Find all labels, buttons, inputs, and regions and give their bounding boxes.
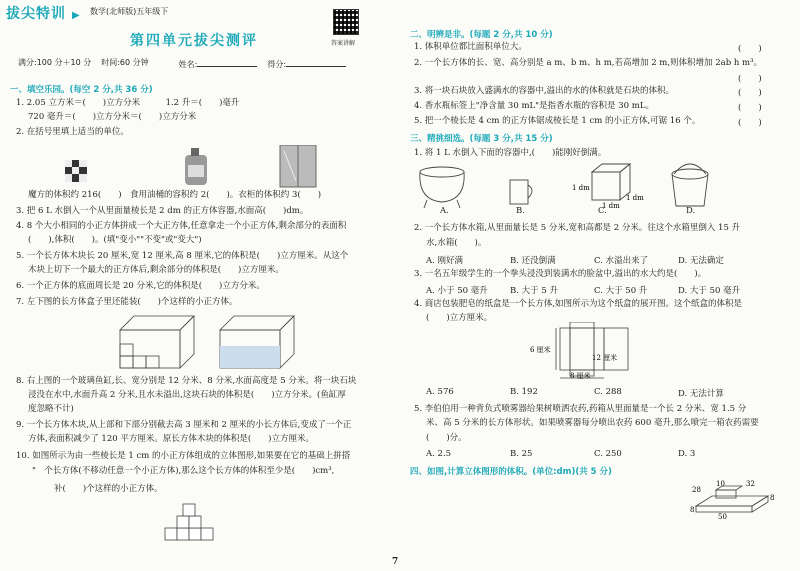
question-9b: 方体,表面积减少了 120 平方厘米。原长方体木块的体积是( )立方厘米。 xyxy=(28,434,314,444)
dm-label-1: 1 dm xyxy=(572,184,590,192)
question-4a: 4. 8 个大小相同的小正方体拼成一个大正方体,任意拿走一个小正方体,剩余部分的表面积 xyxy=(16,221,347,231)
header xyxy=(0,0,800,22)
question-2: 2. 在括号里填上适当的单位。 xyxy=(16,127,129,137)
choice-4-opt-c[interactable]: C. 288 xyxy=(594,387,622,397)
choice-5b: 米、高 5 分米的长方体形状。如果喷雾器每分喷出农药 600 毫升,那么喷完一箱农药需要 xyxy=(426,418,759,428)
choice-2a: 2. 一个长方体水箱,从里面量长是 5 分米,宽和高都是 2 分米。往这个水箱里倒入 15 升 xyxy=(414,223,741,233)
tf-2-answer[interactable]: ( ) xyxy=(738,74,762,84)
oil-bucket-image xyxy=(185,148,207,185)
dm-label-2: 1 dm xyxy=(602,202,620,210)
box-net-figure xyxy=(530,322,670,380)
choice-4a: 4. 商店包装肥皂的纸盒是一个长方体,如图所示为这个纸盒的展开图。这个纸盒的体积是 xyxy=(414,299,743,309)
choice-3-opt-c[interactable]: C. 大于 50 升 xyxy=(594,286,648,296)
mug-image xyxy=(510,180,532,204)
choice-3: 3. 一名五年级学生的一个拳头浸没到装满水的脸盆中,溢出的水大约是( )。 xyxy=(414,269,707,279)
time-limit: 时间:60 分钟 xyxy=(101,58,149,67)
question-10b: " 个长方体(不移动任意一个小正方体),那么这个长方体的体积至少是( )cm³, xyxy=(32,466,335,476)
choice-2-opt-d[interactable]: D. 无法确定 xyxy=(678,256,724,266)
score-field[interactable] xyxy=(286,57,346,67)
qr-code-icon[interactable] xyxy=(333,9,359,35)
section-choice: 三、精挑细选。(每题 3 分,共 15 分) xyxy=(410,134,553,144)
cube-container-image xyxy=(592,164,630,200)
arrow-icon: ▶ xyxy=(72,10,81,21)
dim-50: 50 xyxy=(718,513,727,520)
choice-1: 1. 将 1 L 水倒入下面的容器中,( )能刚好倒满。 xyxy=(414,148,607,158)
wardrobe-image xyxy=(280,145,316,187)
choice-4-opt-a[interactable]: A. 576 xyxy=(426,387,454,397)
question-2-caption: 魔方的体积约 216( ) 食用油桶的容积约 2( )。衣柜的体积约 3( ) xyxy=(28,190,322,200)
question-1b: 720 毫升＝( )立方分米＝( )立方分米 xyxy=(28,112,197,122)
dim-10: 10 xyxy=(716,480,725,488)
question-3: 3. 把 6 L 水倒入一个从里面量棱长是 2 dm 的正方体容器,水面高( )dm。 xyxy=(16,206,309,216)
net-label-width: 8 厘米 xyxy=(570,372,591,380)
question-8b: 浸没在水中,水面升高 2 分米,且水未溢出,这块石块的体积是( )立方分米。(鱼缸厚 xyxy=(28,390,346,400)
choice-4-opt-d[interactable]: D. 无法计算 xyxy=(678,389,724,399)
subject-label: 数学(北师版)五年级下 xyxy=(90,7,169,16)
question-10c: 补( )个这样的小正方体。 xyxy=(54,484,163,494)
qr-label: 答案讲解 xyxy=(331,40,356,47)
tf-3: 3. 将一块石块放入盛满水的容器中,溢出的水的体积就是石块的体积。 xyxy=(414,86,675,96)
choice-5-opt-c[interactable]: C. 250 xyxy=(594,449,622,459)
tf-4: 4. 香水瓶标签上"净含量 30 mL"是指香水瓶的容积是 30 mL。 xyxy=(414,101,654,111)
tf-3-answer[interactable]: ( ) xyxy=(738,88,762,98)
section-fill-in: 一、填空乐园。(每空 2 分,共 36 分) xyxy=(10,85,153,95)
question-5b: 木块上切下一个最大的正方体后,剩余部分的体积是( )立方厘米。 xyxy=(28,265,284,275)
fish-tank-figure xyxy=(220,316,294,368)
choice-1-opt-d[interactable]: D. xyxy=(686,206,696,216)
tf-1: 1. 体积单位都比面积单位大。 xyxy=(414,42,527,52)
dim-28: 28 xyxy=(692,486,701,494)
tf-5: 5. 把一个棱长是 4 cm 的正方体锯成棱长是 1 cm 的小正方体,可锯 16 个。 xyxy=(414,116,701,126)
question-4b: ( ),体积( )。(填"变小""不变"或"变大") xyxy=(28,235,202,245)
dim-8-left: 8 xyxy=(690,506,695,514)
net-label-height: 6 厘米 xyxy=(530,346,551,354)
choice-5-opt-b[interactable]: B. 25 xyxy=(510,449,533,459)
choice-1-opt-a[interactable]: A. xyxy=(440,206,449,216)
bucket-image xyxy=(672,164,708,206)
choice-4b: ( )立方厘米。 xyxy=(426,313,493,323)
net-label-length: 12 厘米 xyxy=(592,354,618,362)
question-7: 7. 左下图的长方体盒子里还能装( )个这样的小正方体。 xyxy=(16,297,238,307)
cauldron-image xyxy=(420,167,464,208)
tf-1-answer[interactable]: ( ) xyxy=(738,44,762,54)
question-10a: 10. 如图所示为由一些棱长是 1 cm 的小正方体组成的立体图形,如果要在它的基础上拼搭 xyxy=(16,451,351,461)
section-true-false: 二、明辨是非。(每题 2 分,共 10 分) xyxy=(410,30,553,40)
page-number: 7 xyxy=(392,557,399,567)
question-8c: 度忽略不计) xyxy=(28,404,74,414)
choice-3-opt-d[interactable]: D. 大于 50 毫升 xyxy=(678,286,741,296)
question-1a: 1. 2.05 立方米＝( )立方分米 1.2 升＝( )毫升 xyxy=(16,98,240,108)
rubik-cube-image xyxy=(65,160,87,182)
question-9a: 9. 一个长方体木块,从上部和下部分别截去高 3 厘米和 2 厘米的小长方体后,变成了一个正 xyxy=(16,420,352,430)
choice-2-opt-b[interactable]: B. 还没倒满 xyxy=(510,256,556,266)
choice-3-opt-a[interactable]: A. 小于 50 毫升 xyxy=(426,286,488,296)
cube-stack-figure xyxy=(160,498,230,548)
question-7-8-figures xyxy=(110,312,360,372)
name-field[interactable] xyxy=(197,57,257,67)
question-8a: 8. 右上图的一个玻璃鱼缸,长、宽分别是 12 分米、8 分米,水面高度是 5 分米。将一块石块 xyxy=(16,376,357,386)
choice-1-opt-c[interactable]: C. xyxy=(598,206,607,216)
dim-32: 32 xyxy=(746,480,755,488)
choice-5c: ( )分。 xyxy=(426,433,467,443)
choice-2-opt-a[interactable]: A. 刚好满 xyxy=(426,256,464,266)
solid-figure xyxy=(690,478,780,520)
choice-3-opt-b[interactable]: B. 大于 5 升 xyxy=(510,286,558,296)
choice-5-opt-d[interactable]: D. 3 xyxy=(678,449,696,459)
name-label: 姓名: xyxy=(178,60,198,69)
tf-2: 2. 一个长方体的长、宽、高分别是 a m、b m、h m,若高增加 2 m,则体积增加 2ab h m³。 xyxy=(414,58,763,68)
choice-4-opt-b[interactable]: B. 192 xyxy=(510,387,538,397)
choice-1-opt-b[interactable]: B. xyxy=(516,206,525,216)
box-figure xyxy=(120,316,194,368)
dim-8-right: 8 xyxy=(770,494,775,502)
dm-label-3: 1 dm xyxy=(626,194,644,202)
exam-meta xyxy=(18,57,346,70)
tf-4-answer[interactable]: ( ) xyxy=(738,103,762,113)
question-5a: 5. 一个长方体木块长 20 厘米,宽 12 厘米,高 8 厘米,它的体积是( )立方厘米。从这个 xyxy=(16,251,349,261)
choice-5-opt-a[interactable]: A. 2.5 xyxy=(426,449,452,459)
brand-logo: 拔尖特训 ▶ xyxy=(6,6,81,22)
tf-5-answer[interactable]: ( ) xyxy=(738,118,762,128)
score-label: 得分: xyxy=(267,60,287,69)
choice-5a: 5. 李伯伯用一种背负式喷雾器给果树喷洒农药,药箱从里面量是一个长 2 分米、宽 1.5 分 xyxy=(414,404,747,414)
section-volume-calc: 四、如图,计算立体图形的体积。(单位:dm)(共 5 分) xyxy=(410,467,612,477)
question-2-images xyxy=(60,145,340,190)
choice-2b: 水,水箱( )。 xyxy=(426,238,487,248)
question-6: 6. 一个正方体的底面周长是 20 分米,它的体积是( )立方分米。 xyxy=(16,281,265,291)
choice-2-opt-c[interactable]: C. 水溢出来了 xyxy=(594,256,649,266)
full-score: 满分:100 分＋10 分 xyxy=(18,58,92,67)
page-title: 第四单元拔尖测评 xyxy=(130,33,258,49)
